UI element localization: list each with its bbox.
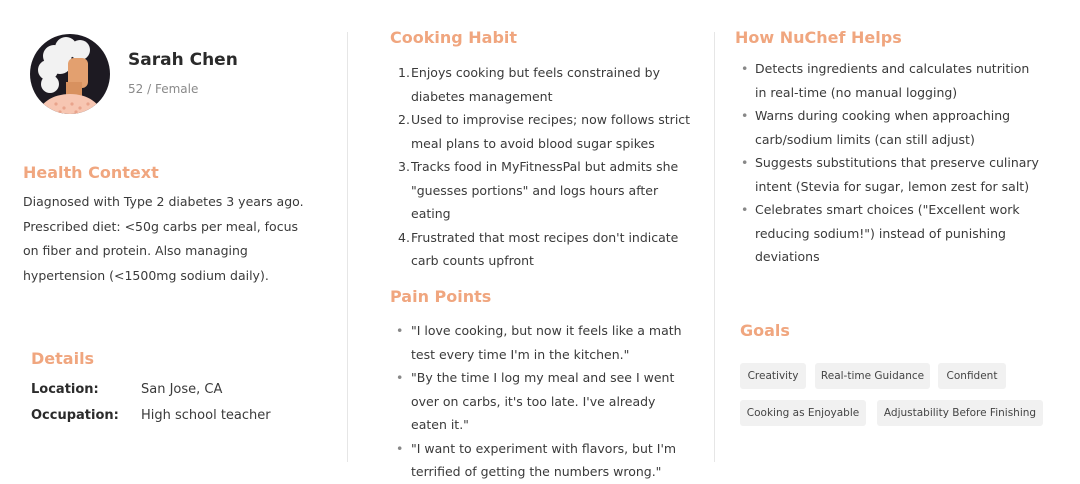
- pain-points-title: Pain Points: [390, 287, 492, 306]
- goal-tag: Cooking as Enjoyable: [740, 400, 866, 426]
- health-context-body: Diagnosed with Type 2 diabetes 3 years ago. Prescribed diet: <50g carbs per meal, focus on fiber and protein. Also managing hypertension (<1500mg sodium daily).: [23, 194, 304, 283]
- list-item: • Warns during cooking when approaching carb/sodium limits (can still adjust): [741, 108, 1011, 147]
- list-item: 1. Enjoys cooking but feels constrained by diabetes management: [398, 65, 660, 104]
- goal-tag: Creativity: [740, 363, 806, 389]
- detail-label: Location:: [31, 382, 99, 397]
- list-item: • "I want to experiment with flavors, but I'm terrified of getting the numbers wrong.": [396, 440, 677, 479]
- goal-tag: Adjustability Before Finishing: [877, 400, 1043, 426]
- detail-value: San Jose, CA: [141, 382, 223, 397]
- goal-tag: Confident: [938, 363, 1006, 389]
- goal-tag: Real-time Guidance: [815, 363, 930, 389]
- list-item: 2. Used to improvise recipes; now follows strict meal plans to avoid blood sugar spikes: [398, 112, 691, 151]
- detail-value: High school teacher: [141, 408, 271, 423]
- detail-row-location: [31, 382, 311, 400]
- list-item: • "By the time I log my meal and see I went over on carbs, it's too late. I've already eaten it.": [396, 370, 675, 432]
- details-title: Details: [31, 349, 95, 368]
- cooking-habit-title: Cooking Habit: [390, 28, 518, 47]
- cooking-habit-list: [398, 61, 694, 273]
- column-divider: [714, 32, 715, 462]
- persona-age-gender: 52 / Female: [128, 82, 199, 96]
- list-item: • Detects ingredients and calculates nutrition in real-time (no manual logging): [741, 61, 1030, 100]
- list-item: • Suggests substitutions that preserve culinary intent (Stevia for sugar, lemon zest for salt): [741, 155, 1039, 194]
- pain-points-list: [396, 319, 692, 484]
- nuchef-list: [741, 57, 1041, 269]
- persona-name: Sarah Chen: [128, 50, 238, 70]
- nuchef-title: How NuChef Helps: [735, 28, 902, 47]
- health-context-title: Health Context: [23, 163, 159, 182]
- list-item: • "I love cooking, but now it feels like a math test every time I'm in the kitchen.": [396, 323, 682, 362]
- detail-row-occupation: [31, 408, 311, 426]
- goals-title: Goals: [740, 321, 790, 340]
- detail-label: Occupation:: [31, 408, 119, 423]
- list-item: 3. Tracks food in MyFitnessPal but admits she "guesses portions" and logs hours after eating: [398, 159, 679, 221]
- list-item: • Celebrates smart choices ("Excellent work reducing sodium!") instead of punishing deviations: [741, 202, 1020, 264]
- column-divider: [347, 32, 348, 462]
- avatar: [30, 34, 110, 114]
- list-item: 4. Frustrated that most recipes don't indicate carb counts upfront: [398, 229, 679, 268]
